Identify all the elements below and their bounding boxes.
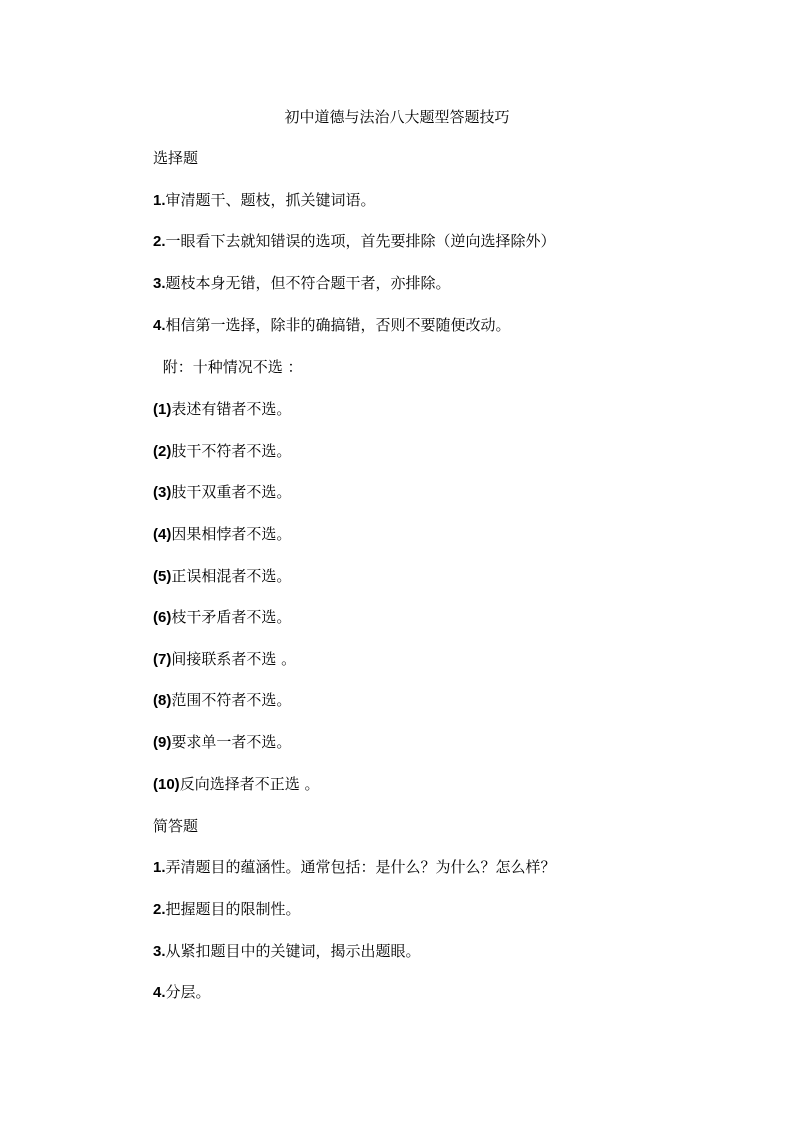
tip-line: [153, 272, 451, 294]
rule-line: [153, 565, 291, 587]
line-number: 3.: [153, 275, 166, 292]
line-number: (5): [153, 568, 172, 585]
line-number: (6): [153, 609, 172, 626]
line-number: (4): [153, 526, 172, 543]
rule-line: [153, 689, 291, 711]
rule-line: [153, 523, 291, 545]
line-number: (2): [153, 443, 172, 460]
line-number: 1.: [153, 192, 166, 209]
line-text: 表述有错者不选。: [171, 400, 292, 418]
tip-line: [153, 314, 511, 336]
tip-line: [153, 189, 376, 211]
line-text: 正误相混者不选。: [171, 567, 292, 585]
line-text: 题枝本身无错，但不符合题干者，亦排除。: [165, 274, 451, 292]
line-number: (3): [153, 484, 172, 501]
line-text: 相信第一选择，除非的确搞错，否则不要随便改动。: [165, 316, 511, 334]
line-number: 4.: [153, 317, 166, 334]
line-text: 简答题: [153, 817, 199, 835]
rule-line: [153, 606, 291, 628]
rule-line: [153, 648, 296, 670]
tip-line: [153, 898, 301, 920]
appendix-heading: [158, 356, 303, 378]
rule-line: [153, 731, 291, 753]
rule-line: [153, 481, 291, 503]
line-text: 审清题干、题枝，抓关键词语。: [165, 191, 376, 209]
line-text: 肢干不符者不选。: [171, 442, 292, 460]
line-number: 3.: [153, 943, 166, 960]
rule-line: [153, 440, 291, 462]
line-number: 4.: [153, 984, 166, 1001]
line-text: 选择题: [153, 149, 199, 167]
line-number: (10): [153, 776, 180, 793]
tip-line: [153, 856, 556, 878]
line-text: 一眼看下去就知错误的选项，首先要排除（逆向选择除外）: [165, 232, 556, 250]
tip-line: [153, 940, 421, 962]
line-text: 附：十种情况不选 ：: [158, 358, 303, 376]
line-number: 1.: [153, 859, 166, 876]
line-text: 范围不符者不选。: [171, 691, 292, 709]
section-heading-choice: [153, 147, 198, 169]
line-text: 反向选择者不正选 。: [179, 775, 320, 793]
section-heading-short-answer: [153, 815, 198, 837]
rule-line: [153, 398, 291, 420]
line-number: (8): [153, 692, 172, 709]
line-text: 弄清题目的蕴涵性。通常包括：是什么？为什么？怎么样？: [165, 858, 556, 876]
line-number: 2.: [153, 233, 166, 250]
line-number: (1): [153, 401, 172, 418]
tip-line: [153, 981, 211, 1003]
line-text: 枝干矛盾者不选。: [171, 608, 292, 626]
line-text: 因果相悖者不选。: [171, 525, 292, 543]
line-number: 2.: [153, 901, 166, 918]
line-text: 分层。: [165, 983, 211, 1001]
line-text: 把握题目的限制性。: [165, 900, 301, 918]
line-text: 肢干双重者不选。: [171, 483, 292, 501]
tip-line: [153, 230, 556, 252]
rule-line: [153, 773, 319, 795]
line-text: 间接联系者不选 。: [171, 650, 297, 668]
line-number: (9): [153, 734, 172, 751]
line-number: (7): [153, 651, 172, 668]
line-text: 要求单一者不选。: [171, 733, 292, 751]
line-text: 从紧扣题目中的关键词，揭示出题眼。: [165, 942, 421, 960]
document-title: 初中道德与法治八大题型答题技巧: [284, 108, 510, 126]
